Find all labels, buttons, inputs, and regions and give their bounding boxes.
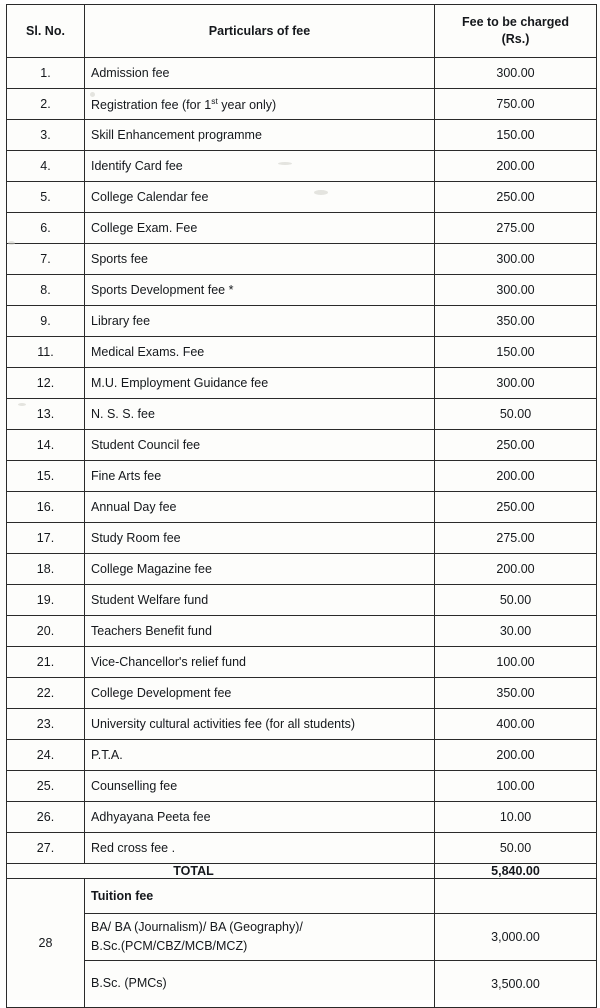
table-row [7, 771, 597, 802]
tuition-course-line1: BA/ BA (Journalism)/ BA (Geography)/ [91, 919, 303, 934]
row-sl-no: 2. [7, 89, 85, 120]
row-sl-no: 14. [7, 430, 85, 461]
total-row [7, 864, 597, 879]
row-sl-no: 6. [7, 213, 85, 244]
row-particulars: P.T.A. [85, 740, 435, 771]
row-fee: 275.00 [435, 213, 597, 244]
row-particulars: College Development fee [85, 678, 435, 709]
table-row [7, 120, 597, 151]
table-row [7, 399, 597, 430]
table-row [7, 244, 597, 275]
table-row [7, 802, 597, 833]
tuition-course-name: B.Sc. (PMCs) [85, 961, 435, 1008]
row-sl-no: 5. [7, 182, 85, 213]
row-fee: 200.00 [435, 740, 597, 771]
row-sl-no: 13. [7, 399, 85, 430]
total-fee: 5,840.00 [435, 864, 597, 879]
row-sl-no: 16. [7, 492, 85, 523]
table-row [7, 430, 597, 461]
tuition-sl-no: 28 [7, 879, 85, 1008]
row-particulars: Library fee [85, 306, 435, 337]
row-sl-no: 24. [7, 740, 85, 771]
row-particulars: Medical Exams. Fee [85, 337, 435, 368]
row-particulars: Teachers Benefit fund [85, 616, 435, 647]
row-particulars: Fine Arts fee [85, 461, 435, 492]
table-row [7, 461, 597, 492]
row-particulars: Student Council fee [85, 430, 435, 461]
row-sl-no: 17. [7, 523, 85, 554]
row-fee: 150.00 [435, 337, 597, 368]
column-header-fee [435, 5, 597, 58]
tuition-course-row [7, 914, 597, 961]
table-row [7, 554, 597, 585]
row-sl-no: 1. [7, 58, 85, 89]
row-particulars: Sports Development fee * [85, 275, 435, 306]
row-fee: 350.00 [435, 678, 597, 709]
column-header-fee-line1: Fee to be charged [462, 15, 569, 30]
row-fee: 150.00 [435, 120, 597, 151]
row-fee: 100.00 [435, 647, 597, 678]
table-row [7, 275, 597, 306]
row-fee: 50.00 [435, 585, 597, 616]
table-row [7, 89, 597, 120]
row-fee: 275.00 [435, 523, 597, 554]
tuition-heading-row [7, 879, 597, 914]
table-row [7, 709, 597, 740]
column-header-particulars: Particulars of fee [85, 5, 435, 58]
table-row [7, 368, 597, 399]
table-header [7, 5, 597, 58]
row-fee: 300.00 [435, 244, 597, 275]
row-fee: 300.00 [435, 275, 597, 306]
row-fee: 750.00 [435, 89, 597, 120]
table-row [7, 647, 597, 678]
table-row [7, 585, 597, 616]
row-fee: 250.00 [435, 492, 597, 523]
table-row [7, 678, 597, 709]
row-sl-no: 21. [7, 647, 85, 678]
row-fee: 250.00 [435, 182, 597, 213]
row-particulars: M.U. Employment Guidance fee [85, 368, 435, 399]
fee-table [6, 4, 597, 1008]
row-sl-no: 25. [7, 771, 85, 802]
scanned-fee-schedule-page [0, 4, 600, 1000]
row-sl-no: 11. [7, 337, 85, 368]
tuition-course-name [85, 914, 435, 961]
table-body [7, 58, 597, 1008]
row-particulars: Vice-Chancellor's relief fund [85, 647, 435, 678]
row-particulars: Adhyayana Peeta fee [85, 802, 435, 833]
tuition-course-fee: 3,000.00 [435, 914, 597, 961]
row-particulars: Counselling fee [85, 771, 435, 802]
tuition-heading-fee [435, 879, 597, 914]
row-sl-no: 3. [7, 120, 85, 151]
row-particulars: Admission fee [85, 58, 435, 89]
table-row [7, 151, 597, 182]
table-row [7, 492, 597, 523]
row-sl-no: 12. [7, 368, 85, 399]
row-particulars: Skill Enhancement programme [85, 120, 435, 151]
row-fee: 200.00 [435, 461, 597, 492]
table-row [7, 58, 597, 89]
row-fee: 200.00 [435, 151, 597, 182]
row-particulars: University cultural activities fee (for all students) [85, 709, 435, 740]
row-particulars: Sports fee [85, 244, 435, 275]
row-particulars: Annual Day fee [85, 492, 435, 523]
row-sl-no: 20. [7, 616, 85, 647]
row-particulars: Registration fee (for 1st year only) [85, 89, 435, 120]
row-sl-no: 23. [7, 709, 85, 740]
row-particulars: Study Room fee [85, 523, 435, 554]
row-fee: 200.00 [435, 554, 597, 585]
row-particulars: College Calendar fee [85, 182, 435, 213]
row-particulars: College Exam. Fee [85, 213, 435, 244]
row-sl-no: 18. [7, 554, 85, 585]
row-sl-no: 8. [7, 275, 85, 306]
table-row [7, 616, 597, 647]
row-sl-no: 15. [7, 461, 85, 492]
row-fee: 350.00 [435, 306, 597, 337]
row-sl-no: 7. [7, 244, 85, 275]
row-fee: 100.00 [435, 771, 597, 802]
row-particulars: Student Welfare fund [85, 585, 435, 616]
table-row [7, 337, 597, 368]
row-particulars: College Magazine fee [85, 554, 435, 585]
row-fee: 30.00 [435, 616, 597, 647]
row-particulars: Red cross fee . [85, 833, 435, 864]
row-particulars: N. S. S. fee [85, 399, 435, 430]
row-fee: 400.00 [435, 709, 597, 740]
row-fee: 50.00 [435, 833, 597, 864]
table-row [7, 740, 597, 771]
table-row [7, 182, 597, 213]
table-row [7, 306, 597, 337]
table-row [7, 213, 597, 244]
total-label: TOTAL [7, 864, 435, 879]
column-header-fee-line2: (Rs.) [501, 32, 530, 46]
tuition-course-line2: B.Sc.(PCM/CBZ/MCB/MCZ) [91, 939, 248, 953]
row-fee: 50.00 [435, 399, 597, 430]
column-header-sl-no: Sl. No. [7, 5, 85, 58]
row-sl-no: 19. [7, 585, 85, 616]
row-fee: 10.00 [435, 802, 597, 833]
row-sl-no: 22. [7, 678, 85, 709]
row-fee: 300.00 [435, 58, 597, 89]
tuition-course-fee: 3,500.00 [435, 961, 597, 1008]
row-particulars: Identify Card fee [85, 151, 435, 182]
row-sl-no: 27. [7, 833, 85, 864]
tuition-course-row [7, 961, 597, 1008]
row-sl-no: 9. [7, 306, 85, 337]
row-sl-no: 26. [7, 802, 85, 833]
row-sl-no: 4. [7, 151, 85, 182]
row-fee: 250.00 [435, 430, 597, 461]
table-row [7, 523, 597, 554]
tuition-heading: Tuition fee [85, 879, 435, 914]
row-fee: 300.00 [435, 368, 597, 399]
table-row [7, 833, 597, 864]
